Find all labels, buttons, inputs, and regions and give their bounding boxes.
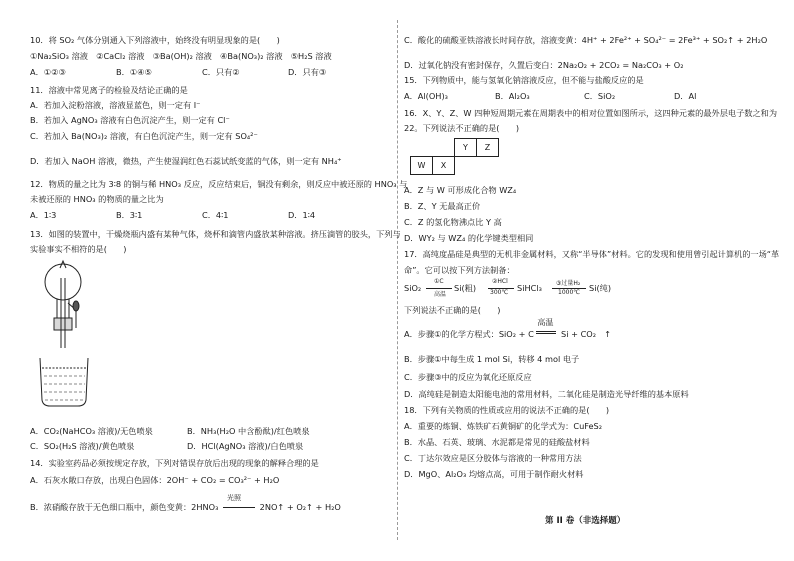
q10-choices: ①Na₂SiO₃ 溶液 ②CaCl₂ 溶液 ③Ba(OH)₂ 溶液 ④Ba(NO₃)₂ 溶液 ⑤H₂S 溶液 xyxy=(30,51,332,61)
q10-option-a[interactable]: A．①②③ xyxy=(30,67,66,77)
q17-line2: 命”。它可以按下列方法制备： xyxy=(404,265,515,275)
q15-stem: 15．下列物质中，能与氢氧化钠溶液反应，但不能与盐酸反应的是 xyxy=(404,75,644,85)
q16-line2: 22。下列说法不正确的是( ) xyxy=(404,123,520,133)
cell-x: X xyxy=(433,157,455,175)
q17-option-d[interactable]: D．高纯硅是制造太阳能电池的常用材料，二氧化硅是制造光导纤维的基本原料 xyxy=(404,389,689,399)
q13-line1: 13．如图的装置中，干燥烧瓶内盛有某种气体，烧杯和滴管内盛放某种溶液。挤压滴管的胶头，下列与 xyxy=(30,229,401,239)
q14-b-condition: 光照 xyxy=(227,494,242,502)
q18-stem: 18．下列有关物质的性质或应用的说法不正确的是( ) xyxy=(404,405,610,415)
q10-option-b[interactable]: B．①④⑤ xyxy=(116,67,152,77)
q16-line1: 16．X、Y、Z、W 四种短周期元素在周期表中的相对位置如图所示，这四种元素的最外层电子数之和为 xyxy=(404,108,778,118)
q15-option-a[interactable]: A．Al(OH)₃ xyxy=(404,91,448,101)
q17-a-condition-arrow xyxy=(536,318,558,340)
q12-line1: 12．物质的量之比为 3∶8 的铜与稀 HNO₃ 反应，反应结束后，铜没有剩余，则反应中被还原的 HNO₃ 与 xyxy=(30,179,408,189)
q13-option-a[interactable]: A．CO₂(NaHCO₃ 溶液)/无色喷泉 xyxy=(30,426,153,436)
periodic-position-table xyxy=(410,138,499,175)
q11-stem: 11．溶液中常见离子的检验及结论正确的是 xyxy=(30,85,188,95)
q13-option-c[interactable]: C．SO₂(H₂S 溶液)/黄色喷泉 xyxy=(30,441,135,451)
flow-cond-1b: 高温 xyxy=(434,291,447,298)
q12-option-c[interactable]: C．4∶1 xyxy=(202,210,229,220)
q11-option-d[interactable]: D．若加入 NaOH 溶液，微热，产生使湿润红色石蕊试纸变蓝的气体，则一定有 NH₄⁺ xyxy=(30,156,342,166)
q18-option-b[interactable]: B．水晶、石英、玻璃、水泥都是常见的硅酸盐材料 xyxy=(404,437,590,447)
q17-line1: 17．高纯度晶硅是典型的无机非金属材料，又称“半导体”材料。它的发现和使用曾引起计算机的一场“革 xyxy=(404,249,780,259)
flow-cond-2a: ②HCl xyxy=(492,278,508,285)
q16-option-a[interactable]: A．Z 与 W 可形成化合物 WZ₄ xyxy=(404,185,517,195)
beaker xyxy=(40,358,88,406)
q18-option-a[interactable]: A．重要的炼铜、炼铁矿石黄铜矿的化学式为：CuFeS₂ xyxy=(404,421,603,431)
q14-stem: 14．实验室药品必须按规定存放，下列对错误存放后出现的现象的解释合理的是 xyxy=(30,458,319,468)
flow-sio2: SiO₂ xyxy=(404,283,422,293)
q14-b-text: B．浓硝酸存放于无色细口瓶中，颜色变黄：2HNO₃ xyxy=(30,502,219,512)
flow-cond-3b: 1000℃ xyxy=(558,289,581,296)
q16-option-b[interactable]: B．Z、Y 无最高正价 xyxy=(404,201,481,211)
si-preparation-flow xyxy=(404,278,784,298)
q13-option-b[interactable]: B．NH₃(H₂O 中含酚酞)/红色喷泉 xyxy=(187,426,310,436)
cell-y: Y xyxy=(455,139,477,157)
q17-option-c[interactable]: C．步骤③中的反应为氧化还原反应 xyxy=(404,372,532,382)
flow-si-crude: Si(粗) xyxy=(454,283,477,293)
q10-option-d[interactable]: D．只有③ xyxy=(288,67,327,77)
q15-option-d[interactable]: D．Al xyxy=(674,91,697,101)
q17-option-a[interactable] xyxy=(404,318,612,340)
flask-bulb xyxy=(45,264,81,300)
flow-cond-2b: 300℃ xyxy=(490,289,509,296)
q14-option-b[interactable] xyxy=(30,494,341,513)
rubber-stopper xyxy=(54,318,72,330)
q16-option-d[interactable]: D．WY₂ 与 WZ₄ 的化学键类型相同 xyxy=(404,233,534,243)
q13-option-d[interactable]: D．HCl(AgNO₃ 溶液)/白色喷泉 xyxy=(187,441,304,451)
q11-option-c[interactable]: C．若加入 Ba(NO₃)₂ 溶液，有白色沉淀产生，则一定有 SO₄²⁻ xyxy=(30,131,258,141)
flow-si-pure: Si(纯) xyxy=(589,283,612,293)
section-heading: 第 II 卷（非选择题） xyxy=(545,516,626,526)
q17-a-products: Si + CO₂ ↑ xyxy=(561,329,612,339)
q12-line2: 未被还原的 HNO₃ 的物质的量之比为 xyxy=(30,194,164,204)
dropper-bulb xyxy=(73,301,79,311)
q15-option-b[interactable]: B．Al₂O₃ xyxy=(495,91,530,101)
cell-w: W xyxy=(411,157,433,175)
q14-b-condition-arrow xyxy=(221,494,257,513)
q14-b-products: 2NO↑ + O₂↑ + H₂O xyxy=(259,502,341,512)
q16-option-c[interactable]: C．Z 的氢化物沸点比 Y 高 xyxy=(404,217,502,227)
q14-option-a[interactable]: A．石灰水敞口存放，出现白色固体：2OH⁻ + CO₂ = CO₃²⁻ + H₂O xyxy=(30,475,280,485)
q11-option-b[interactable]: B．若加入 AgNO₃ 溶液有白色沉淀产生，则一定有 Cl⁻ xyxy=(30,115,230,125)
fountain-apparatus-diagram xyxy=(30,258,120,418)
q11-option-a[interactable]: A．若加入淀粉溶液，溶液显蓝色，则一定有 I⁻ xyxy=(30,100,201,110)
q10-stem: 10．将 SO₂ 气体分别通入下列溶液中，始终没有明显现象的是( ) xyxy=(30,35,280,45)
q17-a-text: A．步骤①的化学方程式：SiO₂ + C xyxy=(404,329,534,339)
q15-option-c[interactable]: C．SiO₂ xyxy=(584,91,616,101)
q17-stem: 下列说法不正确的是( ) xyxy=(404,305,501,315)
q14-option-c[interactable]: C．酸化的硫酸亚铁溶液长时间存放，溶液变黄：4H⁺ + 2Fe²⁺ + SO₄²⁻ = 2Fe³⁺ + SO₂↑ + 2H₂O xyxy=(404,35,768,45)
flow-cond-1a: ①C xyxy=(434,278,444,285)
q12-option-b[interactable]: B．3∶1 xyxy=(116,210,143,220)
q17-option-b[interactable]: B．步骤①中每生成 1 mol Si，转移 4 mol 电子 xyxy=(404,354,580,364)
q17-a-condition: 高温 xyxy=(537,318,554,327)
q18-option-c[interactable]: C．丁达尔效应是区分胶体与溶液的一种常用方法 xyxy=(404,453,582,463)
q13-line2: 实验事实不相符的是( ) xyxy=(30,244,127,254)
q12-option-a[interactable]: A．1∶3 xyxy=(30,210,57,220)
flask-neck xyxy=(57,299,69,320)
q12-option-d[interactable]: D．1∶4 xyxy=(288,210,316,220)
q18-option-d[interactable]: D．MgO、Al₂O₃ 均熔点高，可用于制作耐火材料 xyxy=(404,469,584,479)
flow-sihcl3: SiHCl₃ xyxy=(517,283,542,293)
q14-option-d[interactable]: D．过氧化钠没有密封保存，久置后变白：2Na₂O₂ + 2CO₂ = Na₂CO₃ + O₂ xyxy=(404,60,684,70)
liquid-hatching xyxy=(44,376,85,400)
column-divider xyxy=(397,20,398,540)
flow-cond-3a: ③过量H₂ xyxy=(556,280,581,287)
q10-option-c[interactable]: C．只有② xyxy=(202,67,240,77)
cell-z: Z xyxy=(477,139,499,157)
glass-tube xyxy=(61,278,65,348)
